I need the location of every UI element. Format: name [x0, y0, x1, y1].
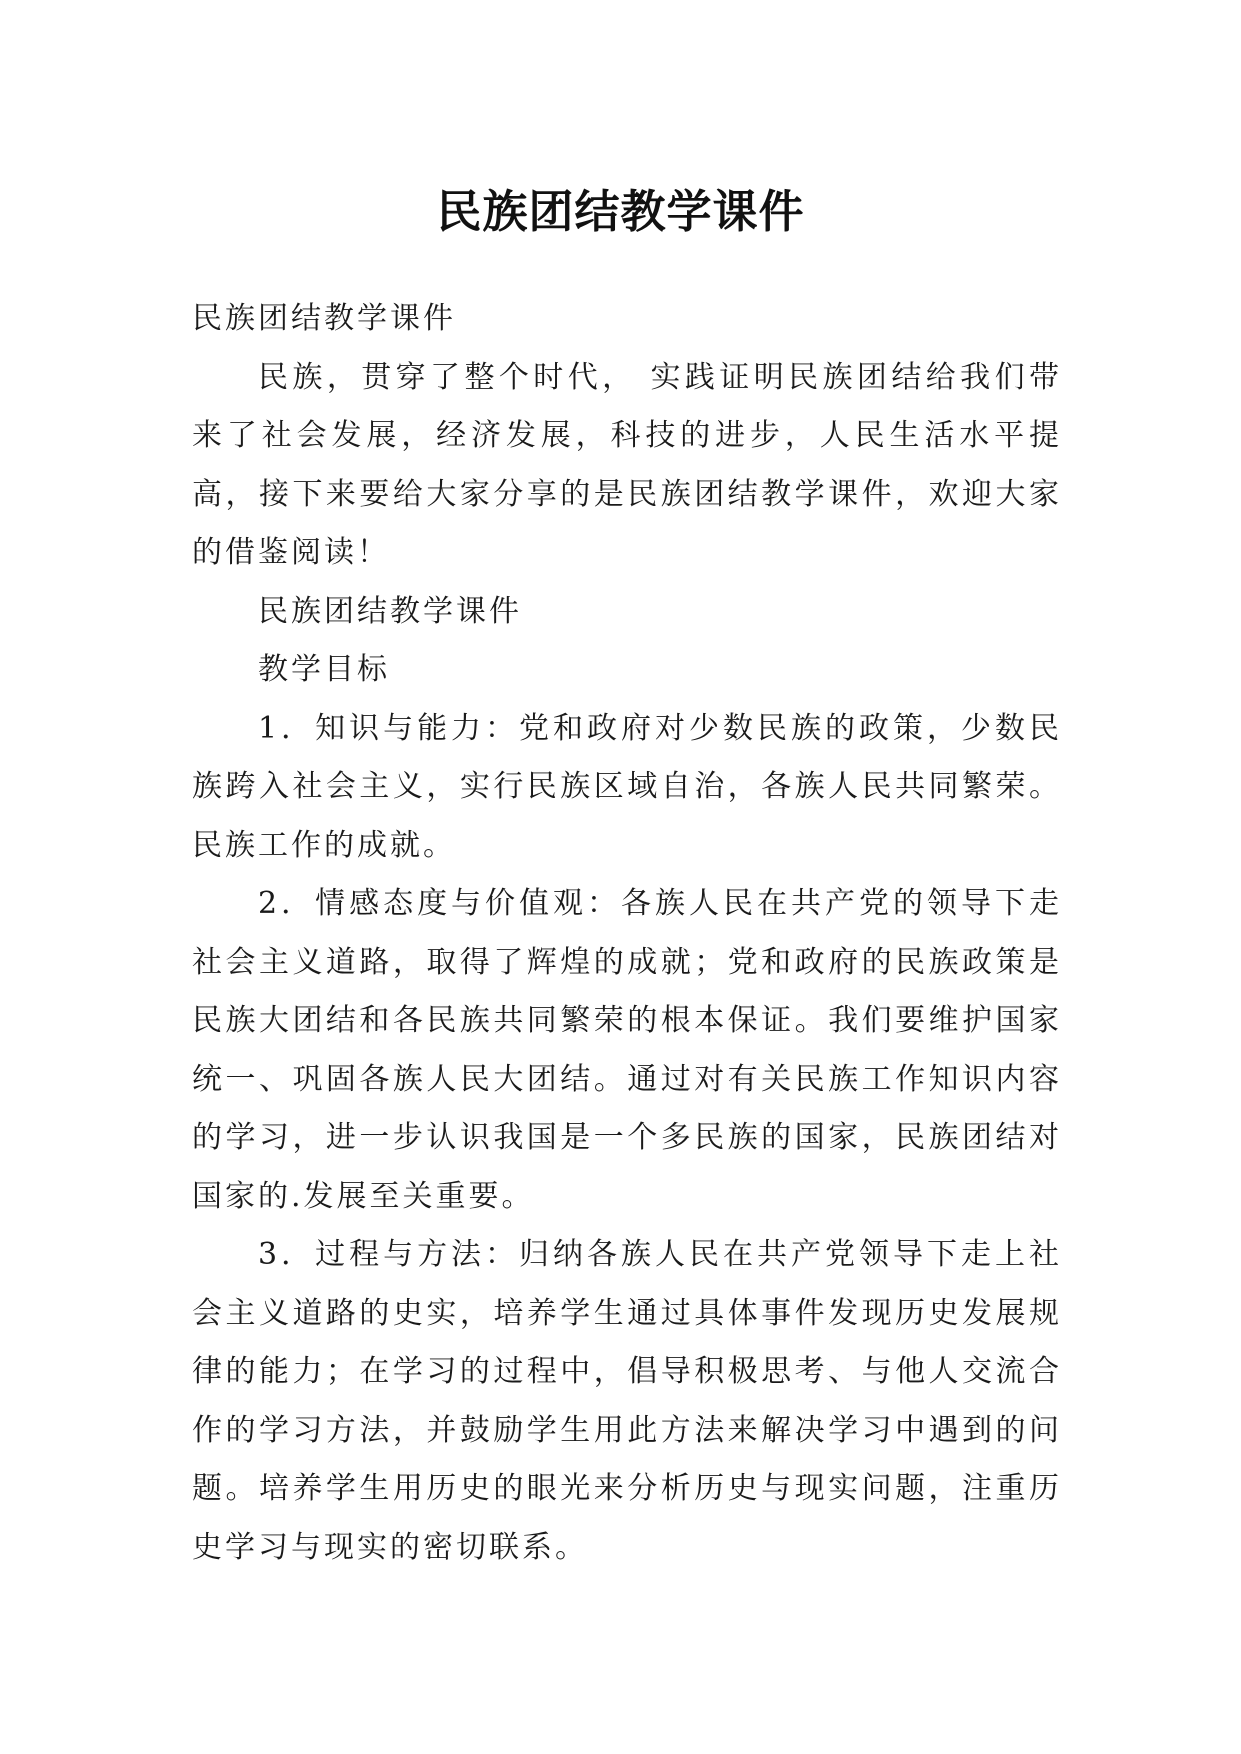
paragraph-teaching-goals-heading: 教学目标 — [258, 652, 390, 687]
paragraph-subtitle: 民族团结教学课件 — [192, 301, 456, 336]
document-body — [192, 290, 1062, 1577]
paragraph-goal-values: 2．情感态度与价值观：各族人民在共产党的领导下走社会主义道路，取得了辉煌的成就；党和政府的民族政策是民族大团结和各民族共同繁荣的根本保证。我们要维护国家统一、巩固各族人民大团结。通过对有关民族工作知识内容的学习，进一步认识我国是一个多民族的国家，民族团结对国家的.发展至关重要。 — [192, 886, 1062, 1214]
paragraph-intro: 民族，贯穿了整个时代， 实践证明民族团结给我们带来了社会发展，经济发展，科技的进步，人民生活水平提高，接下来要给大家分享的是民族团结教学课件，欢迎大家的借鉴阅读！ — [192, 359, 1062, 570]
paragraph-goal-knowledge: 1．知识与能力：党和政府对少数民族的政策，少数民族跨入社会主义，实行民族区域自治，各族人民共同繁荣。民族工作的成就。 — [192, 710, 1062, 863]
paragraph-goal-methods: 3．过程与方法：归纳各族人民在共产党领导下走上社会主义道路的史实，培养学生通过具体事件发现历史发展规律的能力；在学习的过程中，倡导积极思考、与他人交流合作的学习方法，并鼓励学生用此方法来解决学习中遇到的问题。培养学生用历史的眼光来分析历史与现实问题，注重历史学习与现实的密切联系。 — [192, 1237, 1062, 1565]
document-title: 民族团结教学课件 — [436, 185, 805, 239]
paragraph-section-title: 民族团结教学课件 — [258, 593, 522, 629]
